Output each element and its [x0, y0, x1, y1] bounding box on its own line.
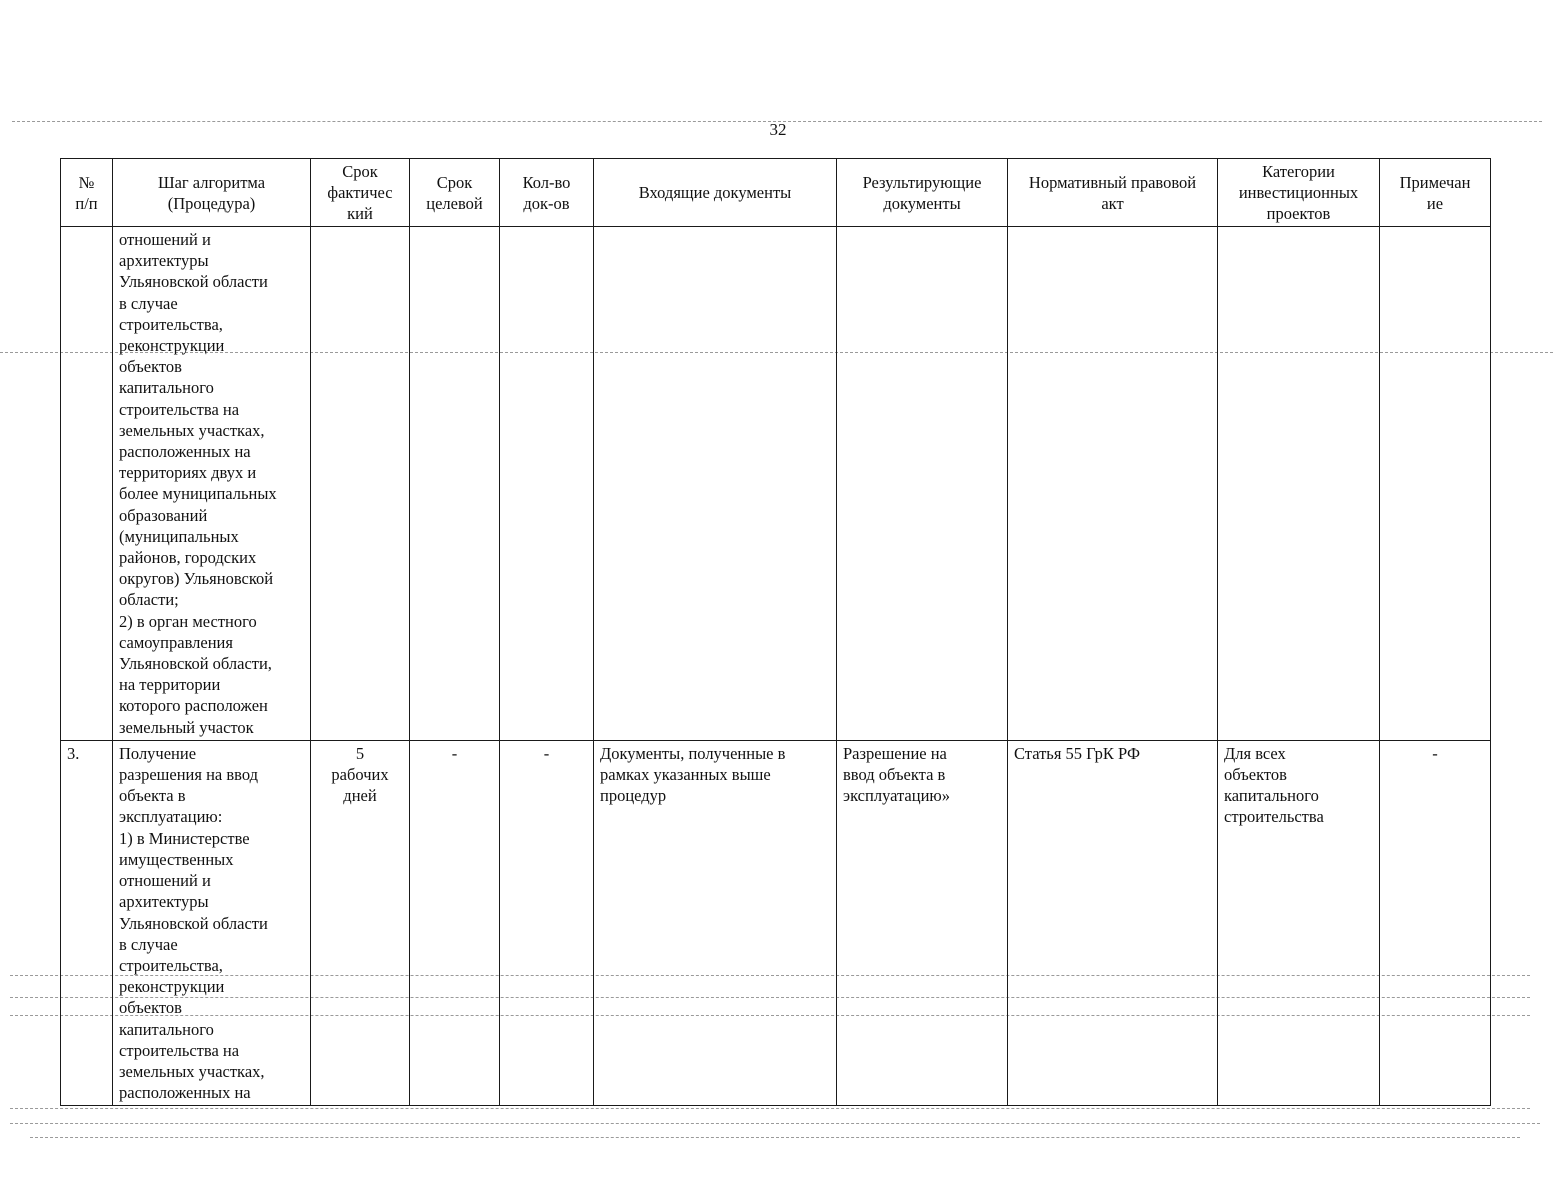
cell-term-target — [410, 227, 500, 741]
cell-term-target: - — [410, 740, 500, 1105]
cell-legal-act: Статья 55 ГрК РФ — [1008, 740, 1218, 1105]
cell-doc-count — [500, 227, 594, 741]
header-term-actual: Срок фактичес кий — [311, 159, 410, 227]
header-term-target: Срок целевой — [410, 159, 500, 227]
header-legal-act: Нормативный правовой акт — [1008, 159, 1218, 227]
cell-number — [61, 227, 113, 741]
procedure-table — [60, 158, 1491, 1106]
header-note: Примечан ие — [1380, 159, 1491, 227]
scan-line — [10, 1108, 1530, 1109]
cell-incoming-docs — [594, 227, 837, 741]
header-doc-count: Кол-во док-ов — [500, 159, 594, 227]
cell-step: Получение разрешения на ввод объекта в эксплуатацию: 1) в Министерстве имущественных отношений и архитектуры Ульяновской области в случае строительства, реконструкции объектов капитального строительства на земельных участках, расположенных на — [113, 740, 311, 1105]
header-project-categories: Категории инвестиционных проектов — [1218, 159, 1380, 227]
table-row — [61, 227, 1491, 741]
cell-legal-act — [1008, 227, 1218, 741]
cell-step: отношений и архитектуры Ульяновской области в случае строительства, реконструкции объектов капитального строительства на земельных участках, расположенных на территориях двух и более муниципальных образований (муниципальных районов, городских округов) Ульяновской области; 2) в орган местного самоуправления Ульяновской области, на территории которого расположен земельный участок — [113, 227, 311, 741]
table-row — [61, 740, 1491, 1105]
cell-categories — [1218, 227, 1380, 741]
cell-number: 3. — [61, 740, 113, 1105]
cell-resulting-docs — [837, 227, 1008, 741]
cell-doc-count: - — [500, 740, 594, 1105]
cell-resulting-docs: Разрешение на ввод объекта в эксплуатацию» — [837, 740, 1008, 1105]
cell-note: - — [1380, 740, 1491, 1105]
scan-line — [30, 1137, 1520, 1138]
page-number: 32 — [769, 120, 787, 139]
cell-categories: Для всех объектов капитального строительства — [1218, 740, 1380, 1105]
cell-term-actual — [311, 227, 410, 741]
header-incoming-docs: Входящие документы — [594, 159, 837, 227]
header-number: № п/п — [61, 159, 113, 227]
scan-line — [10, 1123, 1540, 1124]
cell-term-actual: 5 рабочих дней — [311, 740, 410, 1105]
header-step: Шаг алгоритма (Процедура) — [113, 159, 311, 227]
cell-note — [1380, 227, 1491, 741]
cell-incoming-docs: Документы, полученные в рамках указанных выше процедур — [594, 740, 837, 1105]
table-header-row — [61, 159, 1491, 227]
header-resulting-docs: Результирующие документы — [837, 159, 1008, 227]
